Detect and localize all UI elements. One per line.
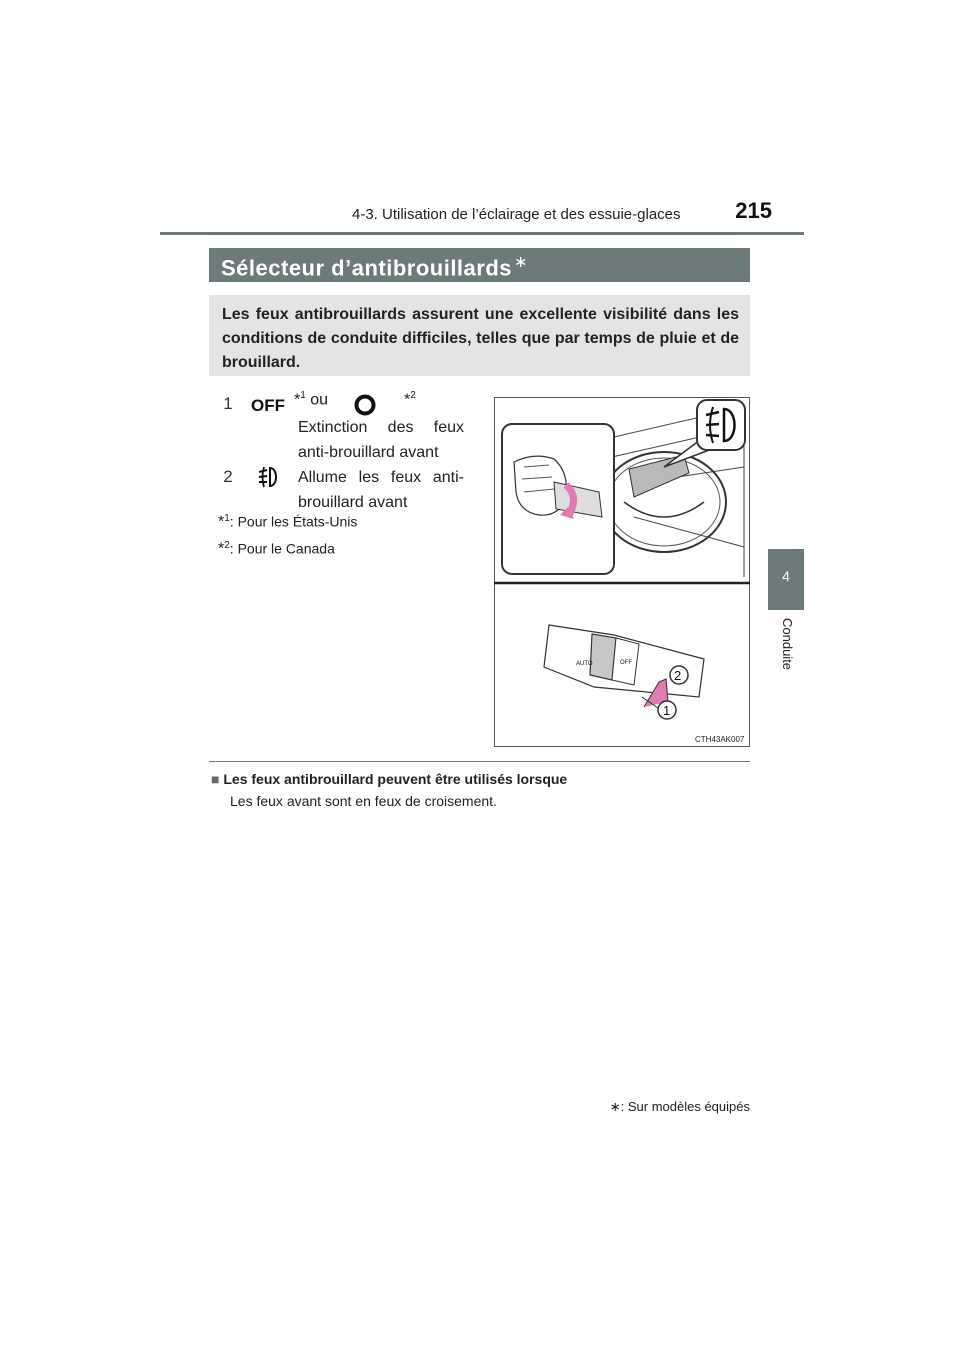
item-1-suffix	[294, 390, 328, 409]
item-2-description: Allume les feux anti-brouillard avant	[298, 469, 464, 511]
note-bullet: ■	[211, 771, 220, 787]
note-heading	[211, 771, 567, 787]
figure-code: CTH43AK007	[695, 735, 745, 744]
section-title-text: Sélecteur d’antibrouillards	[221, 255, 513, 281]
section-divider	[209, 761, 750, 762]
item-2-number: 2	[223, 467, 233, 486]
section-title	[221, 252, 528, 281]
footnote-text: : Pour le Canada	[229, 540, 335, 557]
star-mark: *	[294, 391, 301, 409]
fog-light-switch-diagram	[494, 397, 750, 747]
page-number: 215	[735, 198, 772, 223]
superscript: 2	[410, 390, 416, 401]
or-text: ou	[305, 391, 329, 409]
switch-label-off: OFF	[620, 660, 632, 666]
footnote-mark: ∗	[609, 1099, 621, 1114]
page-footnote	[560, 1099, 750, 1115]
switch-label-auto: AUTO	[576, 661, 593, 667]
chapter-tab	[768, 549, 804, 610]
lights-off-circle-icon	[353, 393, 377, 417]
item-1-number: 1	[223, 394, 233, 413]
star-mark: *	[218, 513, 225, 531]
intro-box	[209, 295, 750, 376]
footnote-usa	[218, 513, 357, 532]
intro-text: Les feux antibrouillards assurent une excellente visibilité dans les conditions de conduite difficiles, telles que par temps de pluie et de brouillard.	[222, 306, 739, 371]
footnote-text: : Sur modèles équipés	[620, 1099, 750, 1114]
footnote-canada	[218, 540, 335, 559]
note-heading-text: Les feux antibrouillard peuvent être utilisés lorsque	[223, 771, 568, 787]
callout-2: 2	[674, 668, 682, 683]
header-rule	[160, 232, 804, 235]
front-fog-light-icon	[255, 464, 281, 490]
section-title-mark: ∗	[514, 254, 528, 271]
callout-1: 1	[663, 703, 671, 718]
star-mark: *	[404, 391, 411, 409]
item-1-suffix-2	[404, 390, 416, 409]
item-1-description: Extinction des feux anti-brouillard avant	[298, 419, 464, 461]
superscript: 1	[300, 390, 306, 401]
section-title-bar	[209, 248, 750, 282]
superscript: 2	[224, 540, 230, 551]
note-body: Les feux avant sont en feux de croisement.	[230, 793, 497, 809]
footnote-text: : Pour les États-Unis	[229, 513, 358, 530]
superscript: 1	[224, 513, 230, 524]
star-mark: *	[218, 540, 225, 558]
chapter-number: 4	[782, 568, 790, 584]
chapter-label: Conduite	[780, 618, 795, 671]
header-section-path: 4-3. Utilisation de l’éclairage et des essuie-glaces	[352, 206, 681, 223]
off-switch-label: OFF	[251, 396, 285, 415]
